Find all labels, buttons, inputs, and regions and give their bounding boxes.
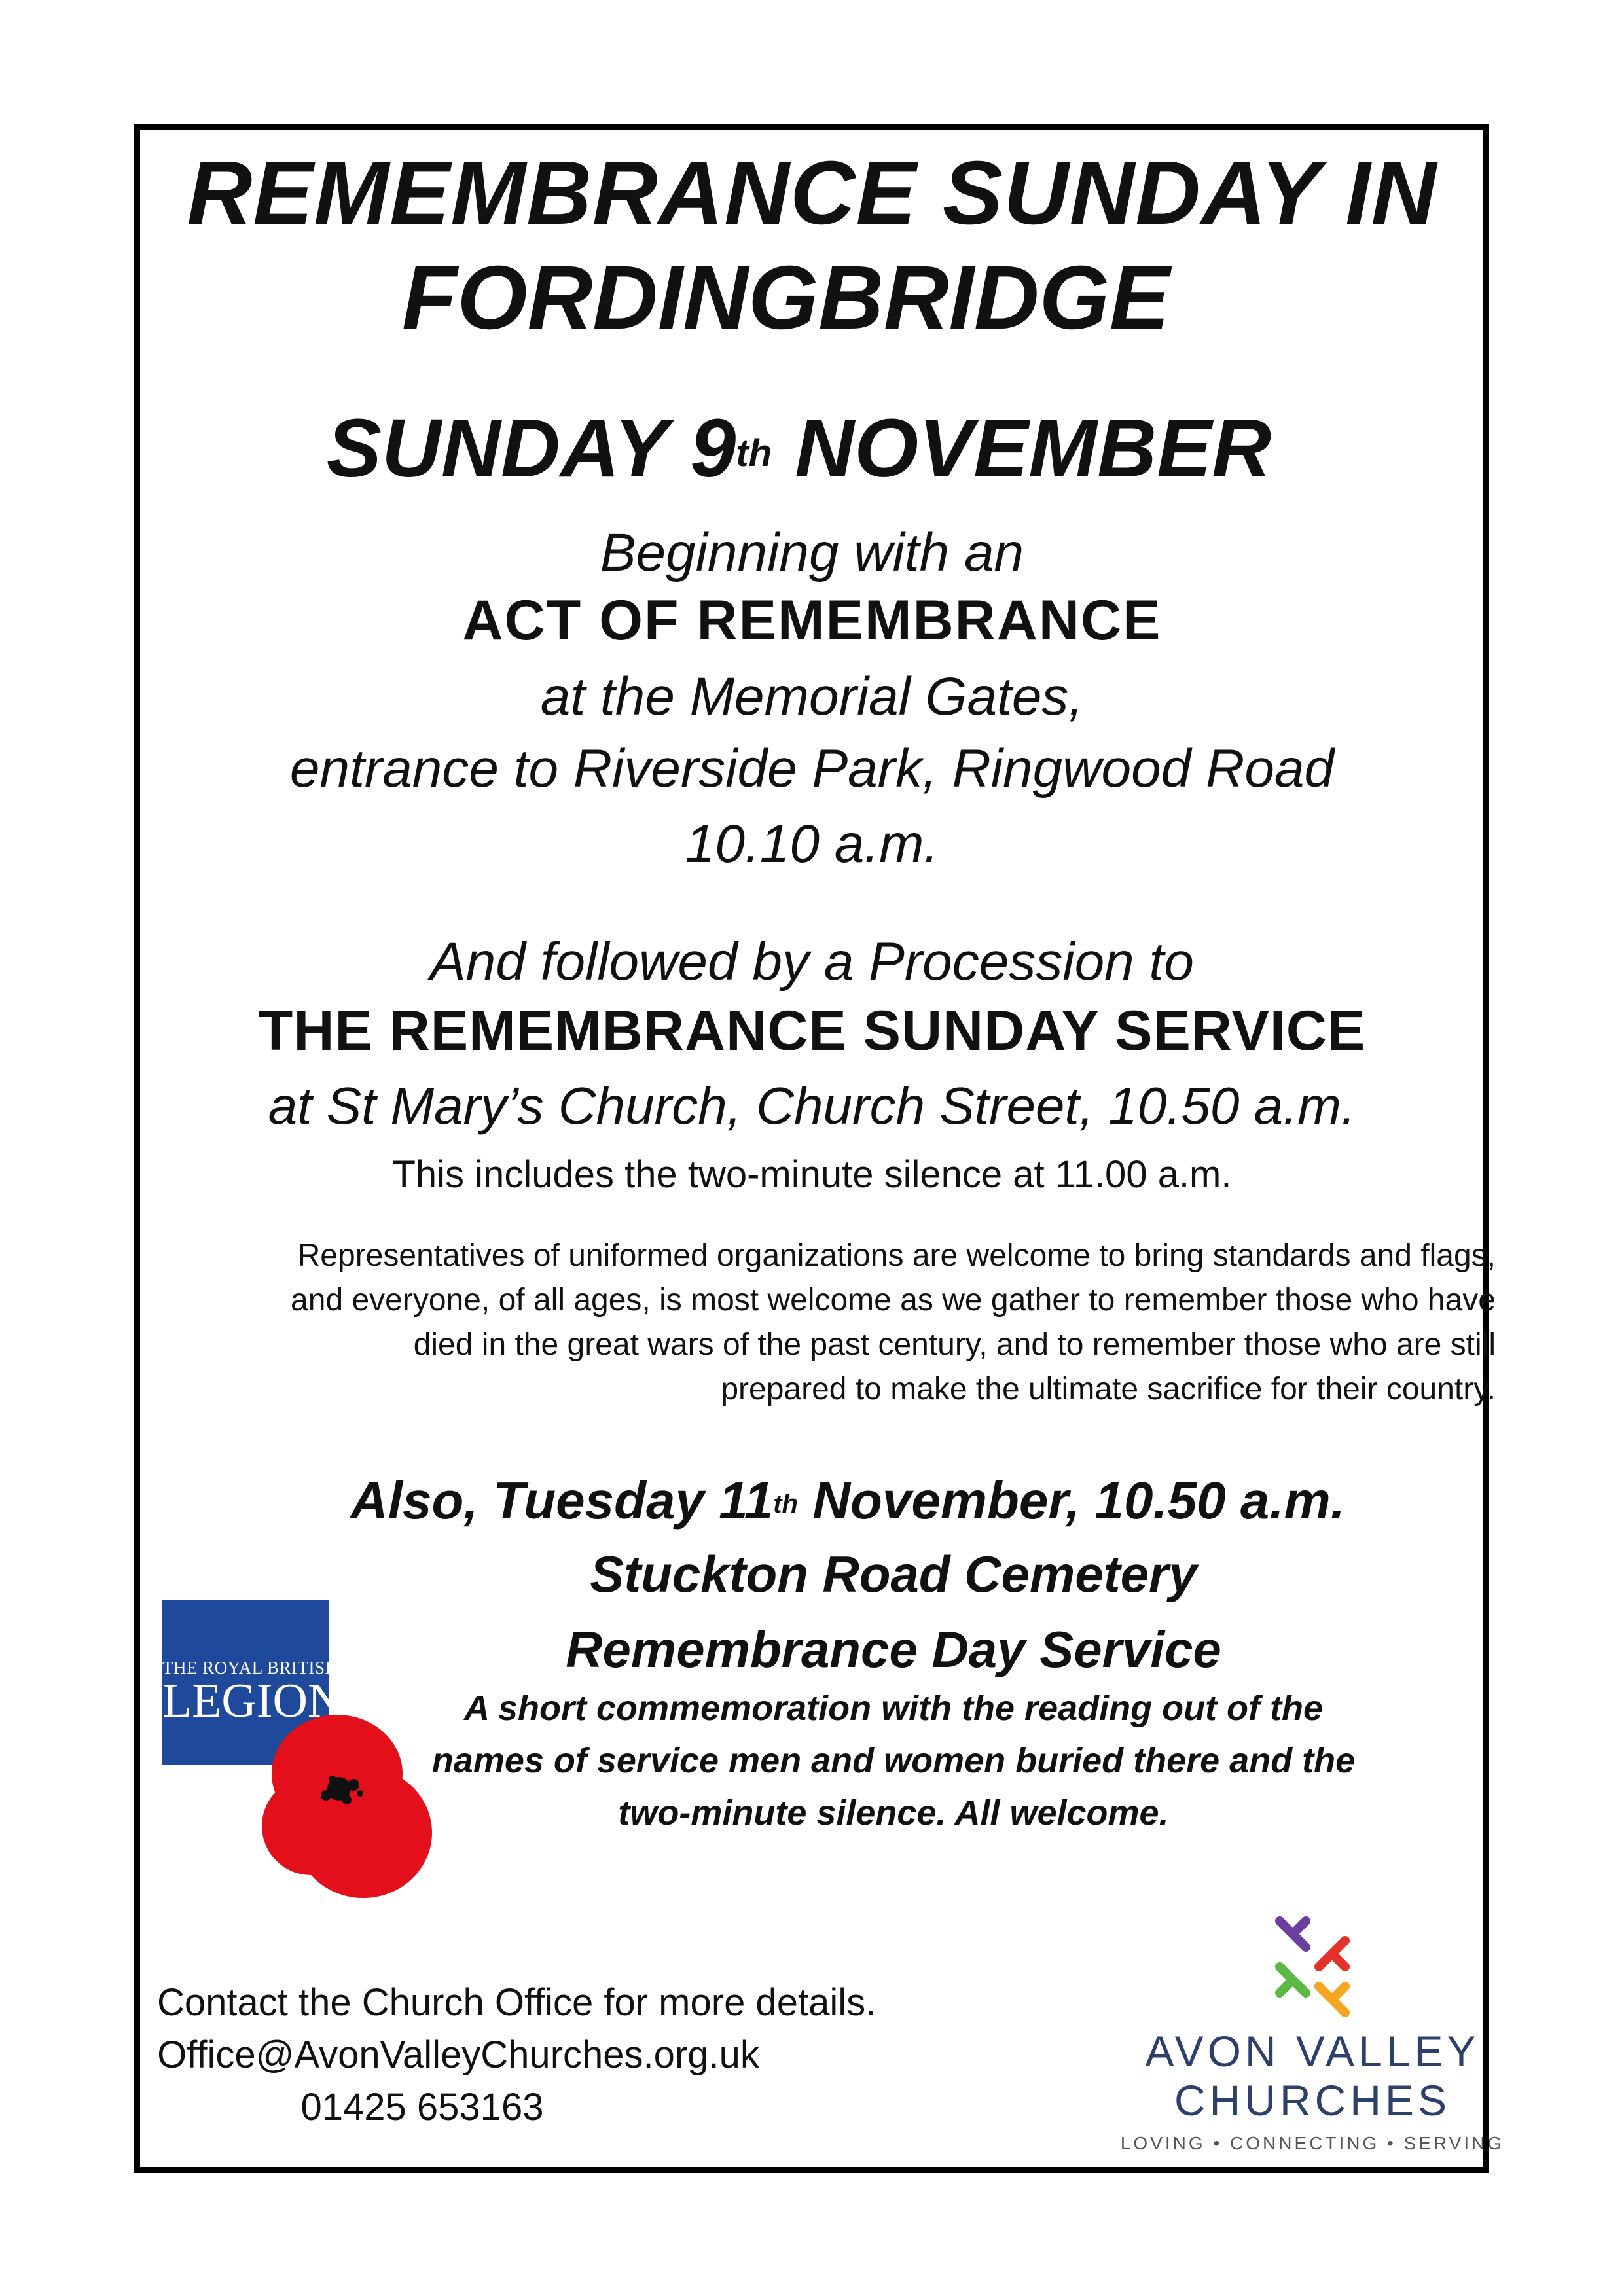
- avon-valley-logo-line1: AVON VALLEY: [1145, 2027, 1480, 2075]
- service-intro: And followed by a Procession to: [430, 932, 1194, 992]
- tuesday-date-rest: November, 10.50 a.m.: [797, 1471, 1345, 1530]
- act-location-line2: entrance to Riverside Park, Ringwood Road: [289, 739, 1335, 798]
- tuesday-date-prefix: Also, Tuesday 11: [350, 1471, 774, 1530]
- event-date-month: NOVEMBER: [772, 402, 1272, 494]
- paragraph-line: and everyone, of all ages, is most welcome as we gather to remember those who have: [291, 1283, 1496, 1318]
- legion-logo-small-text: THE ROYAL BRITISH: [162, 1658, 338, 1677]
- welcome-paragraph: [164, 1234, 1496, 1412]
- act-title: ACT OF REMEMBRANCE: [462, 589, 1162, 652]
- act-location-line1: at the Memorial Gates,: [540, 667, 1084, 726]
- avon-valley-logo-line2: CHURCHES: [1174, 2076, 1451, 2125]
- avon-valley-tagline: LOVING • CONNECTING • SERVING: [1120, 2133, 1505, 2153]
- contact-email-link[interactable]: Office@AvonValleyChurches.org.uk: [157, 2034, 759, 2076]
- service-location: at St Mary’s Church, Church Street, 10.50 a.m.: [268, 1077, 1356, 1135]
- tuesday-date: [249, 1466, 1447, 1535]
- tuesday-description-line: names of service men and women buried there and the: [431, 1741, 1356, 1780]
- tuesday-venue: Stuckton Road Cemetery: [590, 1545, 1197, 1603]
- contact-text: Contact the Church Office for more details.: [157, 1981, 876, 2024]
- tuesday-description-line: A short commemoration with the reading out of the: [463, 1689, 1324, 1728]
- paragraph-line: Representatives of uniformed organizations are welcome to bring standards and flags,: [297, 1238, 1496, 1273]
- act-time: 10.10 a.m.: [685, 814, 939, 874]
- contact-phone: 01425 653163: [300, 2086, 544, 2128]
- service-silence-note: This includes the two-minute silence at 11.00 a.m.: [392, 1153, 1232, 1196]
- tuesday-description-line: two-minute silence. All welcome.: [618, 1793, 1169, 1833]
- avon-valley-cross-icon: [1260, 1914, 1365, 2019]
- event-date: [0, 399, 1624, 497]
- act-intro: Beginning with an: [600, 523, 1024, 583]
- event-date-prefix: SUNDAY 9: [326, 402, 736, 494]
- poster-title-line1: REMEMBRANCE SUNDAY IN: [187, 143, 1437, 243]
- paragraph-line: prepared to make the ultimate sacrifice for their country.: [721, 1372, 1496, 1407]
- event-date-ordinal: th: [736, 432, 772, 475]
- poster-title-line2: FORDINGBRIDGE: [402, 247, 1170, 348]
- tuesday-service-title: Remembrance Day Service: [566, 1621, 1221, 1678]
- service-title: THE REMEMBRANCE SUNDAY SERVICE: [258, 999, 1366, 1062]
- paragraph-line: died in the great wars of the past century, and to remember those who are still: [413, 1327, 1496, 1362]
- legion-logo-big-text: LEGION: [162, 1674, 343, 1728]
- poppy-icon: [249, 1712, 439, 1908]
- tuesday-date-ordinal: th: [773, 1490, 798, 1518]
